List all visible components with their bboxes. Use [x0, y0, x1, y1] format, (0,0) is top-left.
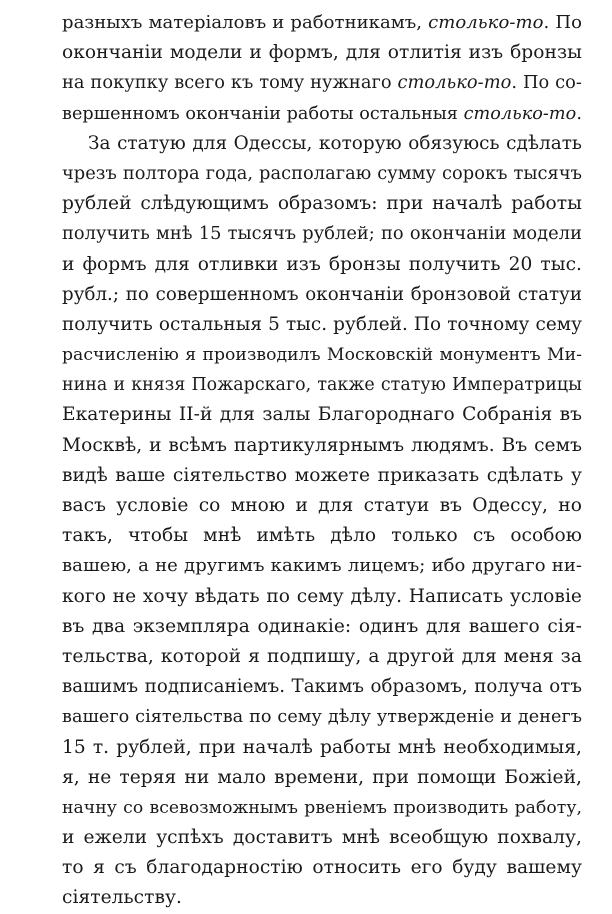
text-segment: получить остальныя 5 тыс. рублей. По точному сему: [62, 313, 582, 335]
text-line: [62, 521, 582, 551]
text-line: [62, 8, 582, 38]
text-segment: такъ, чтобы мнѣ имѣть дѣло только съ особою: [62, 525, 582, 547]
text-segment: кого не хочу вѣдать по сему дѣлу. Написать условіе: [62, 585, 582, 607]
text-line: [62, 340, 582, 370]
text-segment: я, не теряя ни мало времени, при помощи Божіей,: [62, 766, 582, 788]
text-line: [62, 310, 582, 340]
text-line: [62, 431, 582, 461]
text-segment: сіятельству.: [62, 887, 182, 909]
text-segment: получить мнѣ 15 тысячъ рублей; по окончаніи модели: [62, 223, 582, 245]
text-segment: вашего сіятельства по сему дѣлу утвержденіе и денегъ: [62, 707, 582, 728]
text-line: [62, 38, 582, 68]
text-segment: вершенномъ окончаніи работы остальныя: [62, 103, 464, 124]
text-segment: расчисленію я производилъ Московскій монументъ Ми-: [62, 345, 582, 366]
text-segment: на покупку всего къ тому нужнаго: [62, 72, 398, 94]
text-line: [62, 642, 582, 672]
text-segment: вашею, а не другимъ какимъ лицемъ; ибо другаго ни-: [62, 555, 582, 577]
text-line: [62, 370, 582, 400]
text-line: [62, 400, 582, 430]
text-segment: рублей слѣдующимъ образомъ: при началѣ работы: [62, 193, 582, 215]
text-line: [62, 99, 582, 129]
text-line: [62, 763, 582, 793]
text-segment: . По: [543, 12, 582, 33]
text-line: [62, 853, 582, 883]
text-line: [62, 250, 582, 280]
text-line: [62, 672, 582, 702]
paragraph-start-line: [62, 129, 582, 159]
text-segment: видѣ ваше сіятельство можете приказать сдѣлать у: [62, 464, 582, 486]
text-line: [62, 883, 582, 913]
text-segment: васъ условіе со мною и для статуи въ Одессу, но: [62, 495, 582, 516]
text-line: [62, 189, 582, 219]
text-segment: . По со-: [511, 72, 582, 94]
text-line: [62, 702, 582, 732]
text-segment: .: [576, 103, 582, 124]
text-segment: и формъ для отливки изъ бронзы получить 20 тыс.: [62, 253, 582, 275]
text-segment: нина и князя Пожарскаго, также статую Императрицы: [62, 375, 582, 396]
text-line: [62, 491, 582, 521]
text-line: [62, 582, 582, 612]
body-text: [62, 8, 582, 914]
text-segment: разныхъ матеріаловъ и работникамъ,: [62, 12, 429, 33]
text-line: [62, 159, 582, 189]
text-segment: начну со всевозможнымъ рвеніемъ производить работу,: [62, 797, 582, 818]
italic-text: столько-то: [397, 72, 512, 94]
text-segment: вашимъ подписаніемъ. Такимъ образомъ, получа отъ: [62, 676, 582, 698]
text-line: [62, 219, 582, 249]
text-segment: За статую для Одессы, которую обязуюсь сдѣлать: [88, 132, 582, 154]
text-line: [62, 612, 582, 642]
text-line: [62, 461, 582, 491]
text-segment: чрезъ полтора года, располагаю сумму сорокъ тысячъ: [62, 162, 582, 184]
italic-text: столько-то: [463, 103, 577, 124]
text-segment: окончаніи модели и формъ, для отлитія изъ бронзы: [62, 42, 582, 64]
text-segment: Москвѣ, и всѣмъ партикулярнымъ людямъ. Въ семъ: [62, 434, 582, 456]
text-line: [62, 823, 582, 853]
text-line: [62, 551, 582, 581]
text-line: [62, 733, 582, 763]
text-segment: въ два экземпляра одинакіе: одинъ для вашего сія-: [62, 615, 582, 637]
text-segment: и ежели успѣхъ доставитъ мнѣ всеобщую похвалу,: [62, 827, 582, 849]
text-segment: рубл.; по совершенномъ окончаніи бронзовой статуи: [62, 283, 582, 305]
text-line: [62, 793, 582, 823]
text-segment: Екатерины II-й для залы Благороднаго Собранія въ: [62, 404, 582, 426]
text-line: [62, 68, 582, 98]
text-segment: тельства, которой я подпишу, а другой для меня за: [62, 645, 582, 667]
italic-text: столько-то: [428, 12, 544, 33]
text-line: [62, 280, 582, 310]
text-segment: 15 т. рублей, при началѣ работы мнѣ необходимыя,: [62, 736, 582, 758]
text-segment: то я съ благодарностію относить его буду вашему: [62, 857, 582, 879]
